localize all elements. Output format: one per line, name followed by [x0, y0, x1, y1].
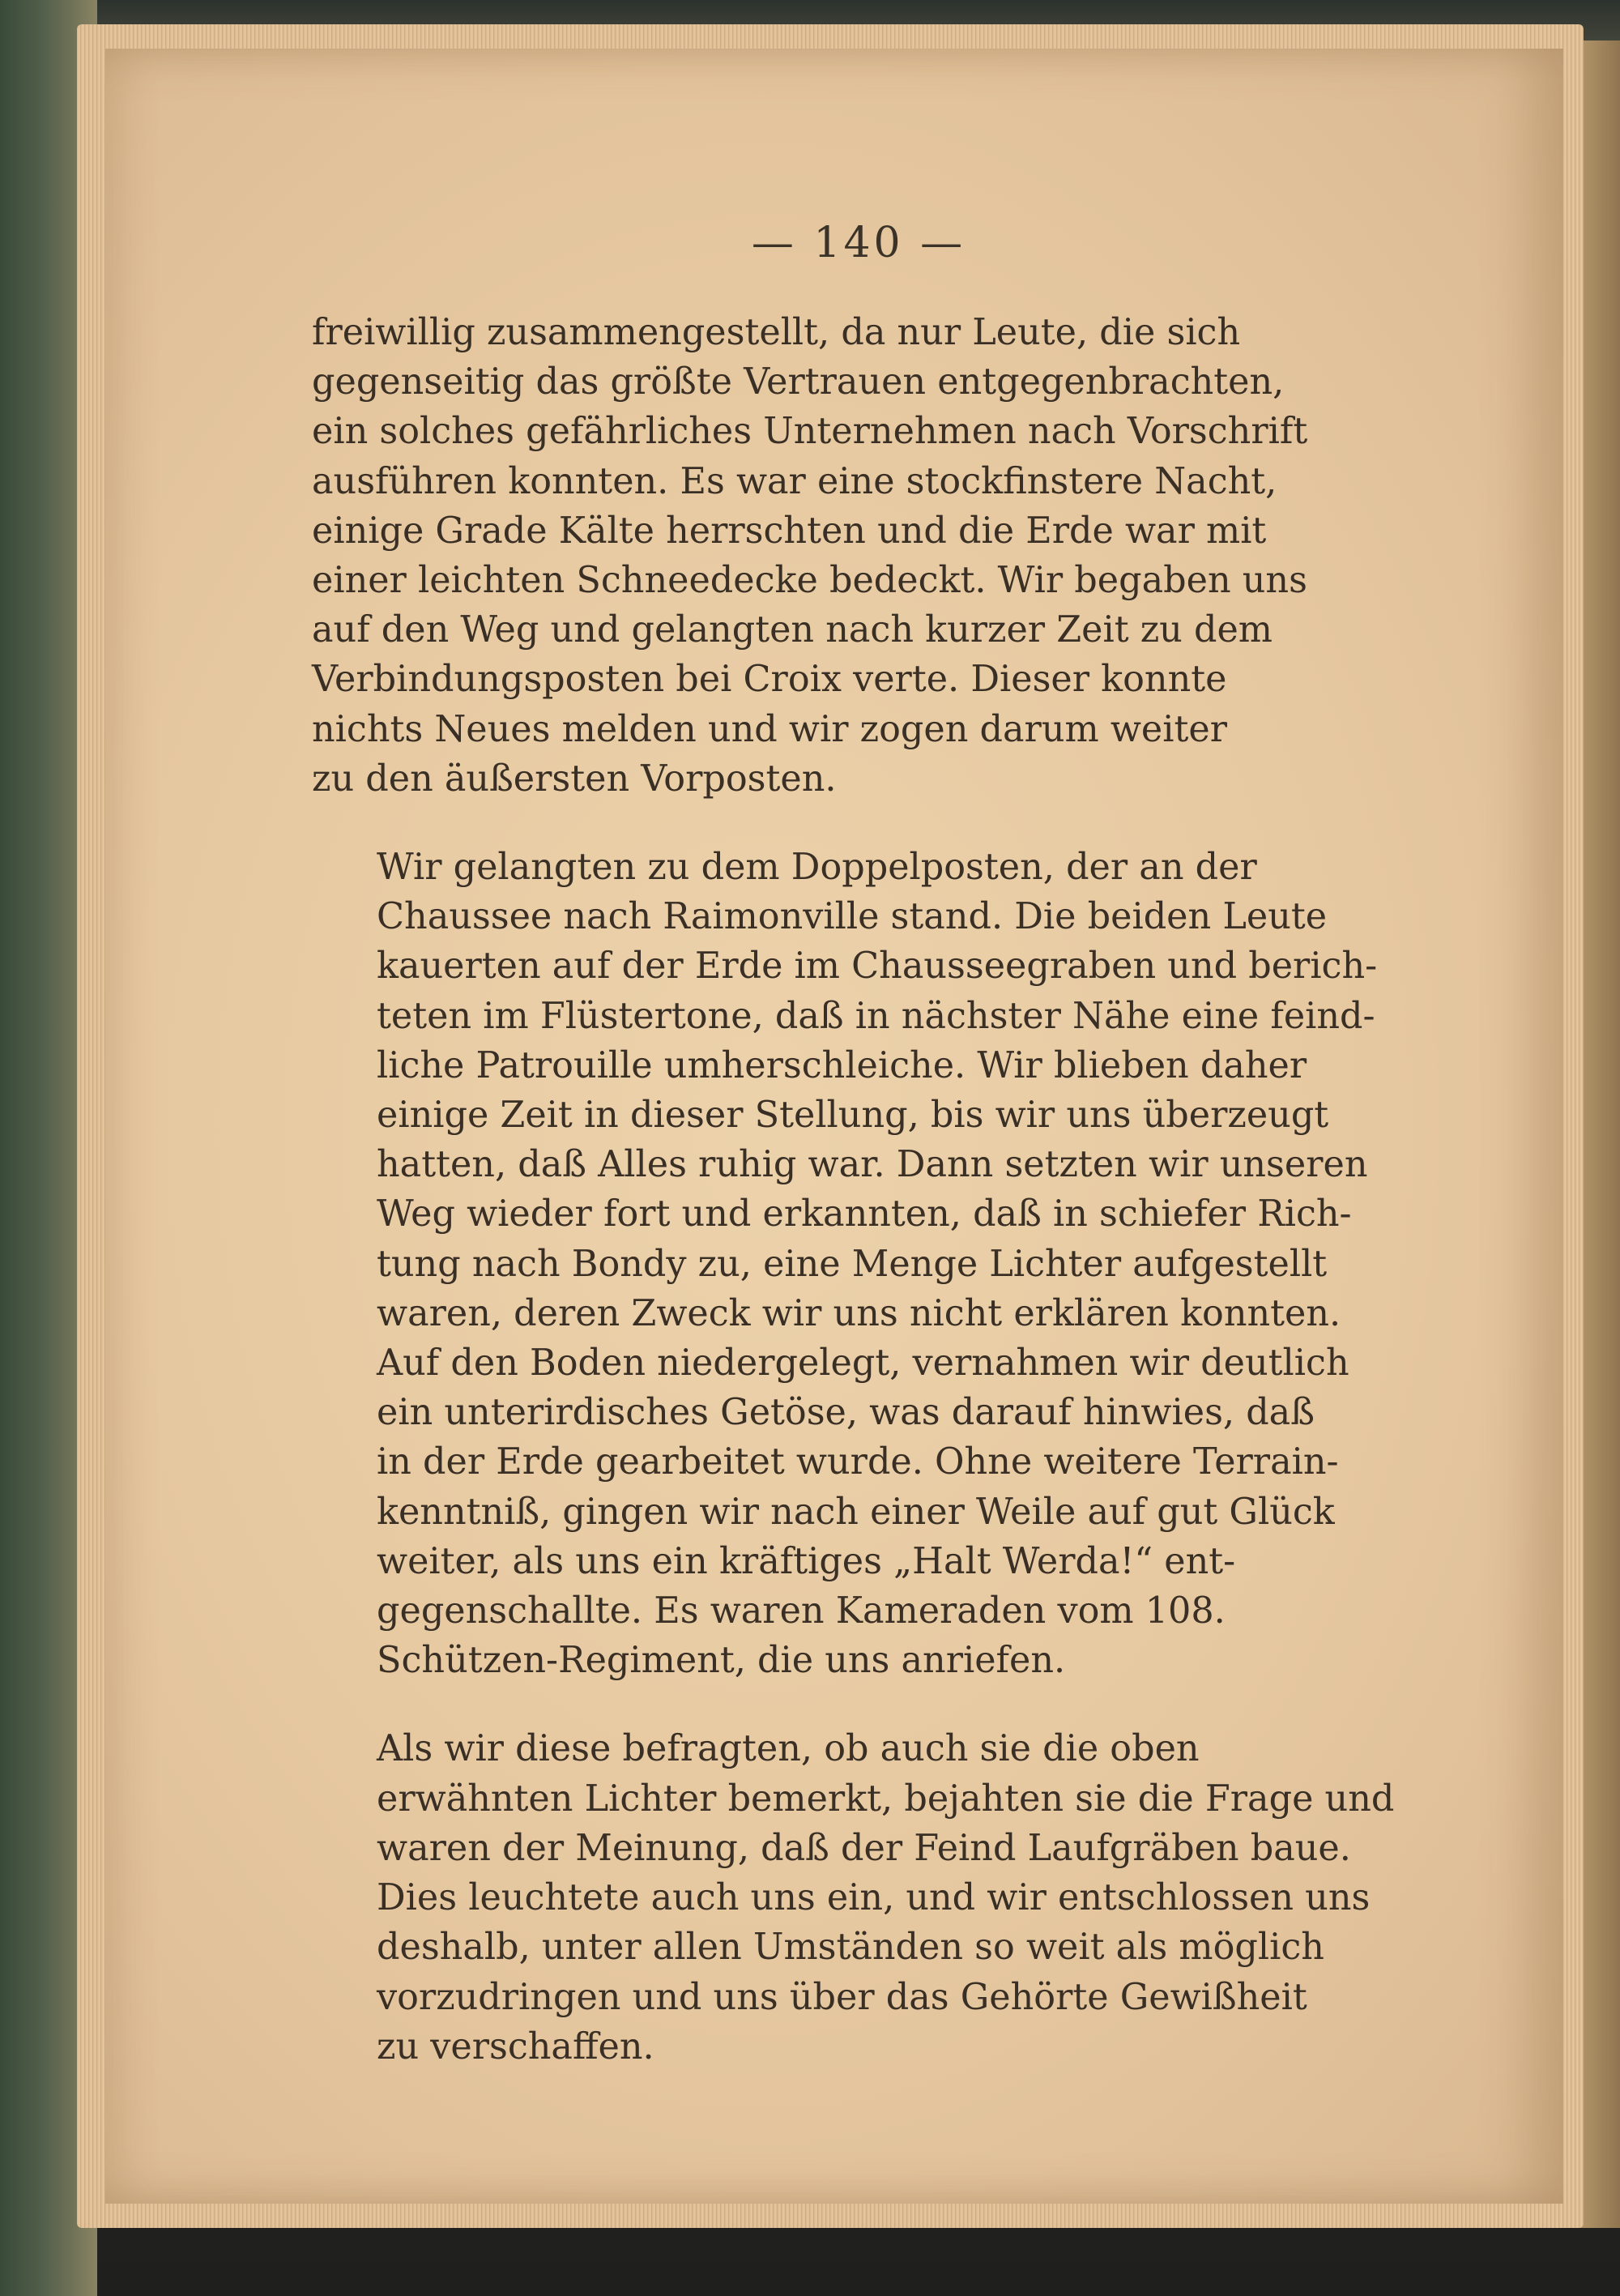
text-line: ein solches gefährliches Unternehmen nach Vorschrift — [312, 411, 1308, 453]
text-line: Auf den Boden niedergelegt, vernahmen wir deutlich — [377, 1342, 1349, 1385]
text-line: einige Zeit in dieser Stellung, bis wir uns überzeugt — [377, 1095, 1329, 1137]
text-line: Schützen-Regiment, die uns anriefen. — [377, 1640, 1066, 1682]
text-line: erwähnten Lichter bemerkt, bejahten sie die Frage und — [377, 1777, 1395, 1820]
text-line: kenntniß, gingen wir nach einer Weile auf gut Glück — [377, 1491, 1335, 1533]
text-line: Chaussee nach Raimonville stand. Die beiden Leute — [377, 896, 1328, 938]
text-line: gegenschallte. Es waren Kameraden vom 108. — [377, 1590, 1226, 1632]
text-line: teten im Flüstertone, daß in nächster Nähe eine feind- — [377, 995, 1375, 1037]
page-number: — 140 — — [751, 219, 966, 267]
text-line: waren, deren Zweck wir uns nicht erklären konnten. — [377, 1292, 1341, 1334]
text-line: ausführen konnten. Es war eine stockfinstere Nacht, — [312, 460, 1277, 502]
text-line: Verbindungsposten bei Croix verte. Dieser konnte — [312, 659, 1227, 701]
text-line: gegenseitig das größte Vertrauen entgegenbrachten, — [312, 361, 1285, 403]
text-line: zu den äußersten Vorposten. — [312, 758, 837, 800]
text-line: Als wir diese befragten, ob auch sie die oben — [377, 1728, 1200, 1770]
body-text — [312, 308, 1395, 2072]
text-line: einige Grade Kälte herrschten und die Erde war mit — [312, 510, 1267, 552]
text-line: kauerten auf der Erde im Chausseegraben und berich- — [377, 945, 1378, 988]
text-line: auf den Weg und gelangten nach kurzer Zeit zu dem — [312, 609, 1273, 651]
text-line: in der Erde gearbeitet wurde. Ohne weitere Terrain- — [377, 1441, 1339, 1483]
text-line: deshalb, unter allen Umständen so weit als möglich — [377, 1927, 1324, 1969]
text-line: freiwillig zusammengestellt, da nur Leute, die sich — [312, 312, 1241, 353]
text-line: ein unterirdisches Getöse, was darauf hinwies, daß — [377, 1392, 1315, 1434]
text-line: nichts Neues melden und wir zogen darum weiter — [312, 708, 1227, 750]
text-line: einer leichten Schneedecke bedeckt. Wir begaben uns — [312, 560, 1307, 602]
paragraph-3 — [312, 1724, 1395, 2071]
paragraph-2 — [312, 843, 1378, 1685]
paragraph-1 — [312, 308, 1336, 804]
text-line: weiter, als uns ein kräftiges „Halt Werda!“ ent- — [377, 1540, 1236, 1582]
text-line: zu verschaffen. — [377, 2025, 654, 2068]
text-line: Weg wieder fort und erkannten, daß in schiefer Rich- — [377, 1193, 1352, 1235]
text-line: vorzudringen und uns über das Gehörte Gewißheit — [377, 1976, 1307, 2018]
text-line: liche Patrouille umherschleiche. Wir blieben daher — [377, 1044, 1307, 1086]
text-line: waren der Meinung, daß der Feind Laufgräben baue. — [377, 1827, 1351, 1869]
text-line: Dies leuchtete auch uns ein, und wir entschlossen uns — [377, 1877, 1371, 1919]
text-line: hatten, daß Alles ruhig war. Dann setzten wir unseren — [377, 1144, 1368, 1186]
text-line: Wir gelangten zu dem Doppelposten, der an der — [377, 847, 1257, 889]
text-line: tung nach Bondy zu, eine Menge Lichter aufgestellt — [377, 1243, 1328, 1285]
